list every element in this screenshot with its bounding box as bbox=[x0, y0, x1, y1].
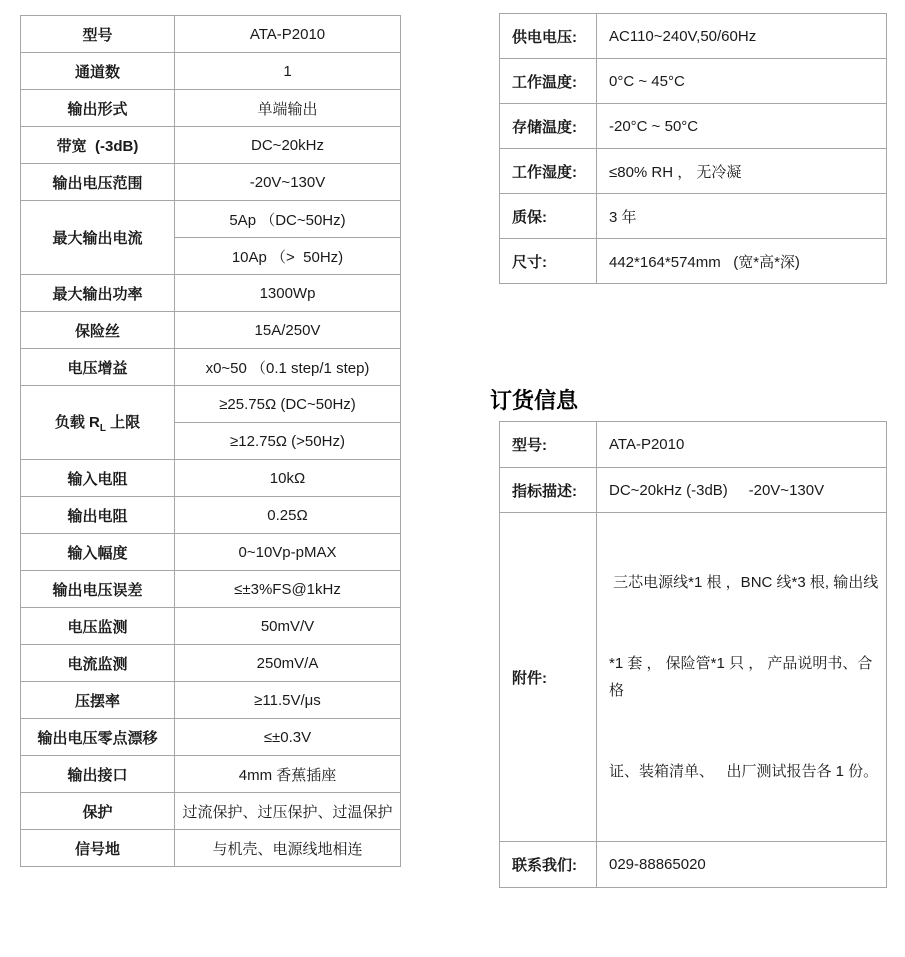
attachment-line: *1 套 ， 保险管*1 只 ， 产品说明书、合格 bbox=[609, 655, 873, 699]
spec-label: 输出电压范围 bbox=[21, 164, 175, 201]
spec-value: ≤±3%FS@1kHz bbox=[175, 571, 401, 608]
table-row bbox=[21, 275, 401, 312]
spec-label: 最大输出电流 bbox=[21, 201, 175, 275]
table-row bbox=[21, 349, 401, 386]
spec-value: 单端输出 bbox=[175, 90, 401, 127]
spec-value: x0~50 （0.1 step/1 step) bbox=[175, 349, 401, 386]
table-row bbox=[21, 719, 401, 756]
table-row bbox=[21, 571, 401, 608]
spec-value: ≥25.75Ω (DC~50Hz) bbox=[175, 386, 401, 423]
table-row bbox=[500, 14, 887, 59]
env-value: 442*164*574mm (宽*高*深) bbox=[597, 239, 887, 284]
table-row bbox=[21, 497, 401, 534]
spec-value: ≥12.75Ω (>50Hz) bbox=[175, 423, 401, 460]
table-row bbox=[21, 16, 401, 53]
table-row bbox=[21, 90, 401, 127]
spec-label-text: 负载 R bbox=[54, 414, 100, 431]
spec-label: 输出电压误差 bbox=[21, 571, 175, 608]
spec-value: 50mV/V bbox=[175, 608, 401, 645]
order-value: ATA-P2010 bbox=[597, 422, 887, 468]
spec-value: 0.25Ω bbox=[175, 497, 401, 534]
spec-label: 带宽 (-3dB) bbox=[21, 127, 175, 164]
spec-label: 输入幅度 bbox=[21, 534, 175, 571]
table-row bbox=[500, 149, 887, 194]
table-row bbox=[21, 312, 401, 349]
spec-label: 最大输出功率 bbox=[21, 275, 175, 312]
env-label: 供电电压: bbox=[500, 14, 597, 59]
env-value: ≤80% RH ， 无冷凝 bbox=[597, 149, 887, 194]
spec-label: 压摆率 bbox=[21, 682, 175, 719]
spec-label: 保护 bbox=[21, 793, 175, 830]
table-row bbox=[21, 201, 401, 238]
spec-label: 输出形式 bbox=[21, 90, 175, 127]
spec-label: 输入电阻 bbox=[21, 460, 175, 497]
env-value: AC110~240V,50/60Hz bbox=[597, 14, 887, 59]
spec-label-text: 上限 bbox=[105, 414, 141, 431]
spec-table bbox=[20, 15, 401, 867]
table-row bbox=[21, 53, 401, 90]
env-label: 存储温度: bbox=[500, 104, 597, 149]
env-label: 尺寸: bbox=[500, 239, 597, 284]
spec-value: 4mm 香蕉插座 bbox=[175, 756, 401, 793]
spec-label: 通道数 bbox=[21, 53, 175, 90]
spec-value: 10Ap （> 50Hz) bbox=[175, 238, 401, 275]
table-row bbox=[500, 194, 887, 239]
order-label: 型号: bbox=[500, 422, 597, 468]
spec-value: 0~10Vp-pMAX bbox=[175, 534, 401, 571]
table-row bbox=[500, 239, 887, 284]
spec-value: ATA-P2010 bbox=[175, 16, 401, 53]
spec-value: 过流保护、过压保护、过温保护 bbox=[175, 793, 401, 830]
spec-value: 15A/250V bbox=[175, 312, 401, 349]
spec-value: -20V~130V bbox=[175, 164, 401, 201]
env-value: 0°C ~ 45°C bbox=[597, 59, 887, 104]
table-row bbox=[500, 842, 887, 888]
env-label: 质保: bbox=[500, 194, 597, 239]
env-label: 工作湿度: bbox=[500, 149, 597, 194]
table-row bbox=[500, 468, 887, 513]
spec-value: 5Ap （DC~50Hz) bbox=[175, 201, 401, 238]
table-row bbox=[21, 608, 401, 645]
attachment-line: 三芯电源线*1 根 ，BNC 线*3 根, 输出线 bbox=[609, 574, 879, 591]
table-row bbox=[21, 460, 401, 497]
table-row bbox=[21, 164, 401, 201]
spec-label: 电流监测 bbox=[21, 645, 175, 682]
spec-label: 型号 bbox=[21, 16, 175, 53]
spec-label: 电压增益 bbox=[21, 349, 175, 386]
env-value: -20°C ~ 50°C bbox=[597, 104, 887, 149]
table-row bbox=[21, 830, 401, 867]
ordering-table bbox=[499, 421, 887, 888]
table-row bbox=[500, 59, 887, 104]
spec-value: ≥11.5V/μs bbox=[175, 682, 401, 719]
spec-label bbox=[21, 386, 175, 460]
table-row bbox=[21, 386, 401, 423]
spec-value: 1 bbox=[175, 53, 401, 90]
spec-value: DC~20kHz bbox=[175, 127, 401, 164]
table-row bbox=[21, 756, 401, 793]
env-value: 3 年 bbox=[597, 194, 887, 239]
table-row bbox=[21, 682, 401, 719]
spec-label: 电压监测 bbox=[21, 608, 175, 645]
ordering-info-heading: 订货信息 bbox=[490, 388, 579, 413]
table-row bbox=[21, 534, 401, 571]
spec-label: 保险丝 bbox=[21, 312, 175, 349]
spec-value: 1300Wp bbox=[175, 275, 401, 312]
env-label: 工作温度: bbox=[500, 59, 597, 104]
order-value-phone: 029-88865020 bbox=[597, 842, 887, 888]
spec-value: 250mV/A bbox=[175, 645, 401, 682]
environment-table bbox=[499, 13, 887, 284]
order-label: 指标描述: bbox=[500, 468, 597, 513]
spec-value: 与机壳、电源线地相连 bbox=[175, 830, 401, 867]
order-label: 联系我们: bbox=[500, 842, 597, 888]
table-row bbox=[500, 104, 887, 149]
spec-label: 输出电阻 bbox=[21, 497, 175, 534]
subscript-l: L bbox=[99, 423, 106, 434]
table-row bbox=[21, 127, 401, 164]
table-row bbox=[21, 793, 401, 830]
order-value-attachments bbox=[597, 513, 887, 842]
spec-label: 输出电压零点漂移 bbox=[21, 719, 175, 756]
table-row bbox=[500, 513, 887, 842]
spec-value: 10kΩ bbox=[175, 460, 401, 497]
table-row bbox=[500, 422, 887, 468]
spec-label: 信号地 bbox=[21, 830, 175, 867]
spec-label: 输出接口 bbox=[21, 756, 175, 793]
table-row bbox=[21, 645, 401, 682]
spec-value: ≤±0.3V bbox=[175, 719, 401, 756]
order-label: 附件: bbox=[500, 513, 597, 842]
attachment-line: 证、装箱清单、 出厂测试报告各 1 份。 bbox=[609, 763, 879, 780]
order-value: DC~20kHz (-3dB) -20V~130V bbox=[597, 468, 887, 513]
